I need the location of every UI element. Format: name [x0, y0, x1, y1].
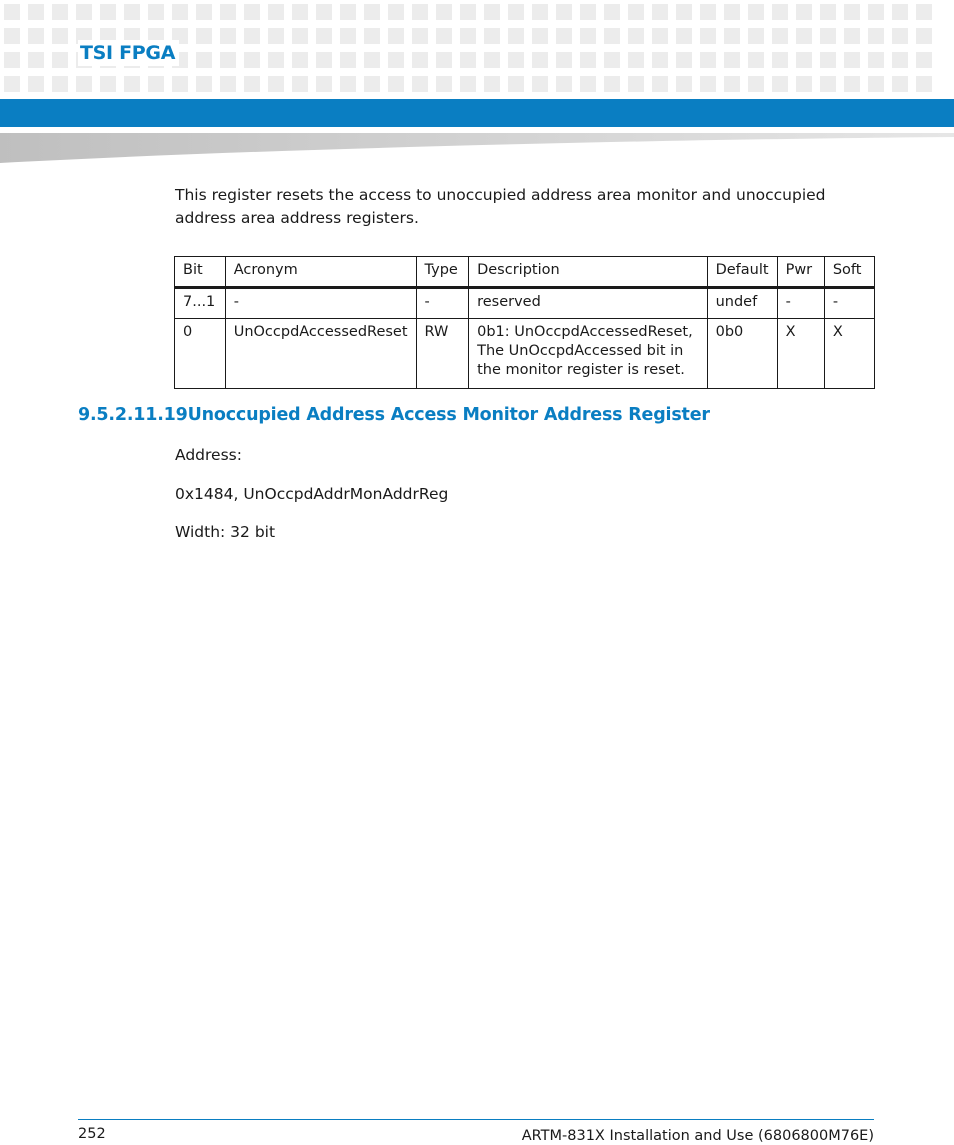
table-cell: X	[777, 319, 824, 389]
address-value: 0x1484, UnOccpdAddrMonAddrReg	[175, 485, 449, 503]
column-header: Bit	[175, 257, 226, 288]
table-cell: 7...1	[175, 288, 226, 319]
column-header: Description	[469, 257, 708, 288]
table-cell: 0b0	[707, 319, 777, 389]
table-cell: 0b1: UnOccpdAccessedReset, The UnOccpdAccessed bit in the monitor register is reset.	[469, 319, 708, 389]
table-row	[175, 288, 875, 319]
column-header: Soft	[824, 257, 874, 288]
header-gray-swoosh	[0, 127, 954, 165]
address-label: Address:	[175, 446, 242, 464]
table-row	[175, 319, 875, 389]
document-reference: ARTM-831X Installation and Use (6806800M76E)	[521, 1128, 874, 1144]
intro-paragraph: This register resets the access to unoccupied address area monitor and unoccupied address area address registers.	[175, 186, 826, 227]
table-cell: RW	[416, 319, 469, 389]
table-cell: -	[416, 288, 469, 319]
table-cell: reserved	[469, 288, 708, 319]
column-header: Default	[707, 257, 777, 288]
table-cell: undef	[707, 288, 777, 319]
register-table	[174, 256, 875, 389]
section-title: TSI FPGA	[78, 40, 179, 66]
table-header-row	[175, 257, 875, 288]
column-header: Acronym	[225, 257, 416, 288]
footer-rule	[78, 1119, 874, 1120]
page-number: 252	[78, 1126, 106, 1142]
register-width: Width: 32 bit	[175, 523, 276, 541]
table-cell: X	[824, 319, 874, 389]
table-cell: -	[225, 288, 416, 319]
column-header: Pwr	[777, 257, 824, 288]
header-blue-bar	[0, 99, 954, 127]
table-cell: -	[777, 288, 824, 319]
column-header: Type	[416, 257, 469, 288]
table-cell: -	[824, 288, 874, 319]
table-cell: UnOccpdAccessedReset	[225, 319, 416, 389]
subsection-heading: 9.5.2.11.19Unoccupied Address Access Monitor Address Register	[78, 405, 710, 425]
table-cell: 0	[175, 319, 226, 389]
